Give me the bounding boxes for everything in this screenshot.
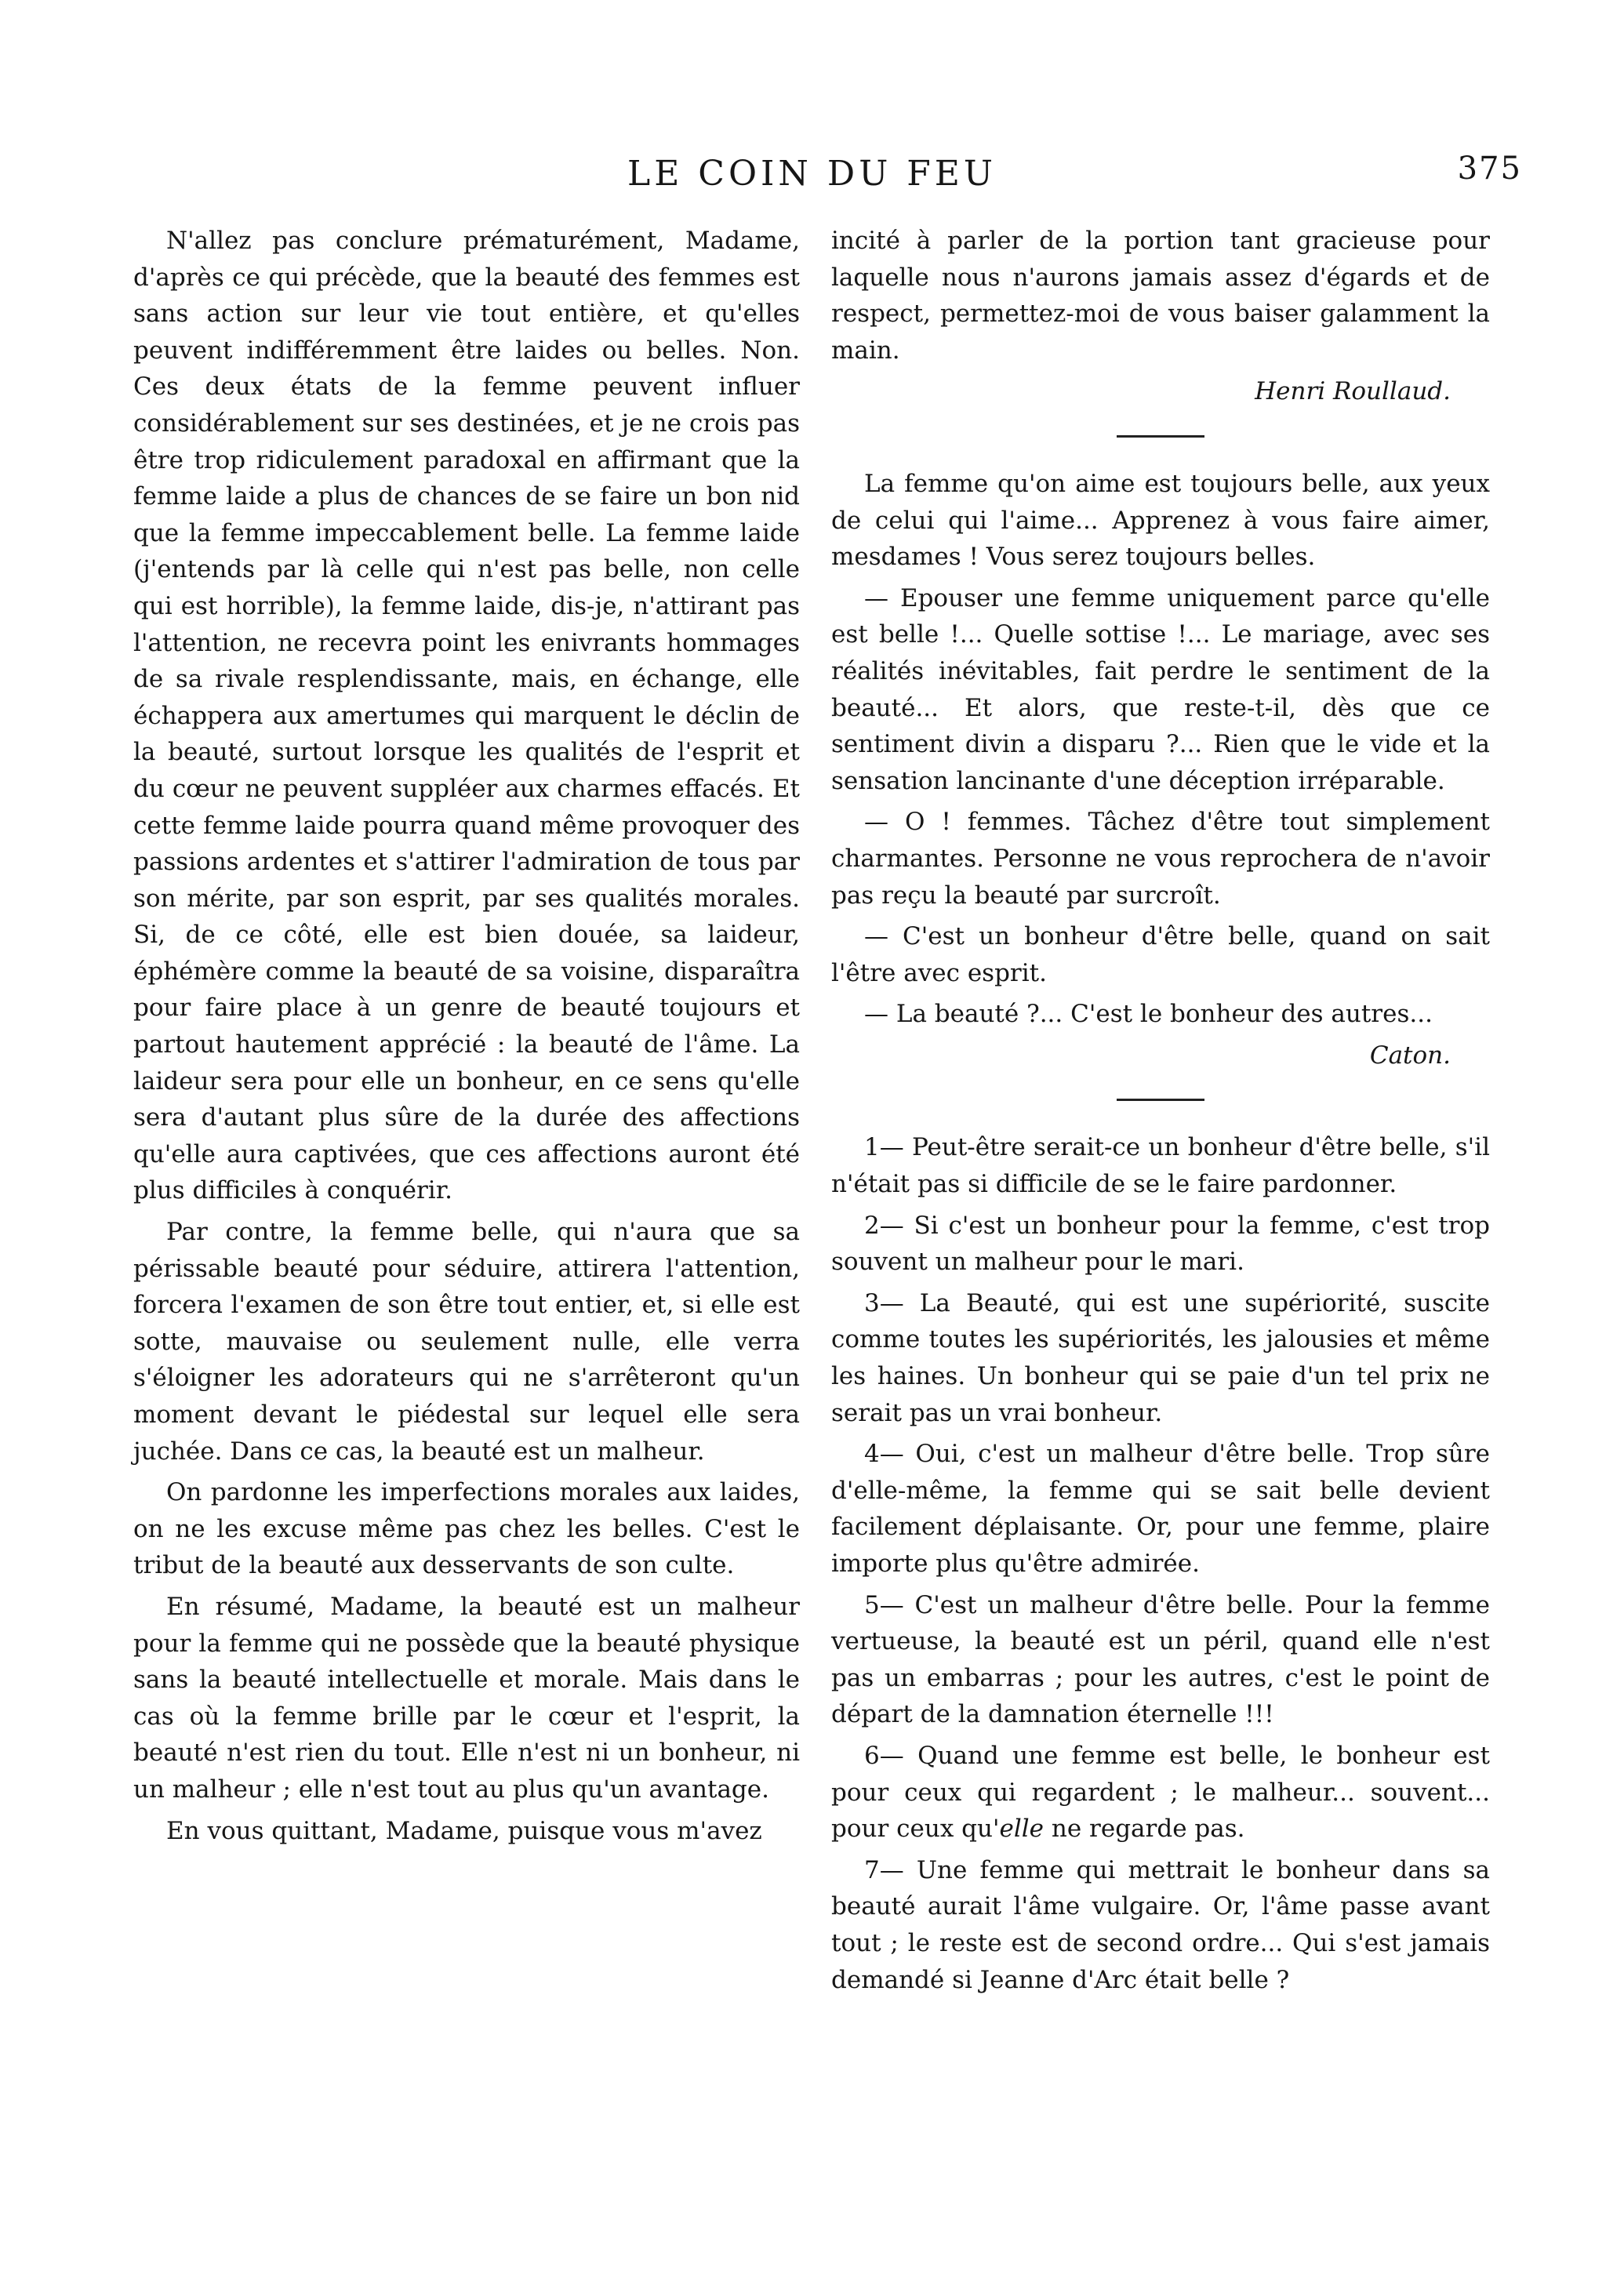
item-text: — Si c'est un bonheur pour la femme, c'est trop souvent un malheur pour le mari. [831, 1211, 1490, 1277]
paragraph: En résumé, Madame, la beauté est un malheur pour la femme qui ne possède que la beauté physique sans la beauté intellectuelle et morale. Mais dans le cas où la femme brille par le cœur et l'esprit, la beauté n'est rien du tout. Elle n'est ni un bonheur, ni un malheur ; elle n'est tout au plus qu'un avantage. [133, 1592, 800, 1804]
item-number: 2 [864, 1211, 880, 1240]
numbered-item [831, 1852, 1490, 1998]
paragraph: — O ! femmes. Tâchez d'être tout simplement charmantes. Personne ne vous reprochera de n'avoir pas reçu la beauté par surcroît. [831, 808, 1490, 910]
left-column [133, 223, 800, 1854]
item-number: 1 [864, 1133, 880, 1162]
numbered-item [831, 1129, 1490, 1202]
paragraph: — La beauté ?... C'est le bonheur des autres... [864, 1000, 1433, 1029]
numbered-item [831, 1738, 1490, 1848]
item-emphasis: elle [999, 1815, 1045, 1844]
section-divider [1117, 435, 1204, 438]
paragraph: En vous quittant, Madame, puisque vous m'avez [166, 1816, 762, 1845]
numbered-item [831, 1436, 1490, 1582]
item-number: 3 [864, 1288, 880, 1317]
item-text: ne regarde pas. [1044, 1815, 1245, 1844]
paragraph: — Epouser une femme uniquement parce qu'elle est belle !... Quelle sottise !... Le mariage, avec ses réalités inévitables, fait perdre le sentiment de la beauté... Et alors, que reste-t-il, dès que ce sentiment divin a disparu ?... Rien que le vide et la sensation lancinante d'une déception irréparable. [831, 583, 1490, 795]
right-column [831, 223, 1490, 2003]
section-divider [1117, 1099, 1204, 1101]
item-text: — Peut-être serait-ce un bonheur d'être belle, s'il n'était pas si difficile de se le faire pardonner. [831, 1133, 1490, 1199]
running-head: LE COIN DU FEU [627, 154, 997, 194]
paragraph: La femme qu'on aime est toujours belle, aux yeux de celui qui l'aime... Apprenez à vous faire aimer, mesdames ! Vous serez toujours belles. [831, 469, 1490, 572]
signature-henri-roullaud: Henri Roullaud. [1255, 377, 1451, 406]
item-text: — Quand une femme est belle, le bonheur est pour ceux qui regardent ; le malheur... souvent... pour ceux qu' [831, 1741, 1490, 1844]
item-number: 4 [864, 1440, 880, 1469]
item-number: 6 [864, 1741, 880, 1770]
paragraph: Par contre, la femme belle, qui n'aura que sa périssable beauté pour séduire, attirera l'attention, forcera l'examen de son être tout entier, et, si elle est sotte, mauvaise ou seulement nulle, elle verra s'éloigner les adorateurs qui ne s'arrêteront qu'un moment devant le piédestal sur lequel elle sera juchée. Dans ce cas, la beauté est un malheur. [133, 1218, 800, 1466]
item-text: — Une femme qui mettrait le bonheur dans sa beauté aurait l'âme vulgaire. Or, l'âme passe avant tout ; le reste est de second ordre... Qui s'est jamais demandé si Jeanne d'Arc était belle ? [831, 1855, 1490, 1994]
numbered-item [831, 1285, 1490, 1431]
paragraph: N'allez pas conclure prématurément, Madame, d'après ce qui précède, que la beauté des femmes est sans action sur leur vie tout entière, et qu'elles peuvent indifféremment être laides ou belles. Non. Ces deux états de la femme peuvent influer considérablement sur ses destinées, et je ne crois pas être trop ridiculement paradoxal en affirmant que la femme laide a plus de chances de se faire un bon nid que la femme impeccablement belle. La femme laide (j'entends par là celle qui n'est pas belle, non celle qui est horrible), la femme laide, dis-je, n'attirant pas l'attention, ne recevra point les enivrants hommages de sa rivale resplendissante, mais, en échange, elle échappera aux amertumes qui marquent le déclin de la beauté, surtout lorsque les qualités de l'esprit et du cœur ne peuvent suppléer aux charmes effacés. Et cette femme laide pourra quand même provoquer des passions ardentes et s'attirer l'admiration de tous par son mérite, par son esprit, par ses qualités morales. Si, de ce côté, elle est bien douée, sa laideur, éphémère comme la beauté de sa voisine, disparaîtra pour faire place à un genre de beauté toujours et partout hautement apprécié : la beauté de l'âme. La laideur sera pour elle un bonheur, en ce sens qu'elle sera d'autant plus sûre de la durée des affections qu'elle aura captivées, que ces affections auront été plus difficiles à conquérir. [133, 227, 800, 1205]
item-text: — La Beauté, qui est une supériorité, suscite comme toutes les supériorités, les jalousies et même les haines. Un bonheur qui se paie d'un tel prix ne serait pas un vrai bonheur. [831, 1288, 1490, 1427]
item-text: — C'est un malheur d'être belle. Pour la femme vertueuse, la beauté est un péril, quand elle n'est pas un embarras ; pour les autres, c'est le point de départ de la damnation éternelle !!! [831, 1590, 1490, 1729]
signature-caton: Caton. [1369, 1041, 1451, 1070]
numbered-item [831, 1208, 1490, 1281]
numbered-item [831, 1587, 1490, 1733]
paragraph: On pardonne les imperfections morales aux laides, on ne les excuse même pas chez les belles. C'est le tribut de la beauté aux desservants de son culte. [133, 1478, 800, 1580]
paragraph-continuation: incité à parler de la portion tant gracieuse pour laquelle nous n'aurons jamais assez d'égards et de respect, permettez-moi de vous baiser galamment la main. [831, 227, 1490, 365]
item-number: 5 [864, 1590, 880, 1619]
paragraph: — C'est un bonheur d'être belle, quand on sait l'être avec esprit. [831, 922, 1490, 987]
item-text: — Oui, c'est un malheur d'être belle. Trop sûre d'elle-même, la femme qui se sait belle devient facilement déplaisante. Or, pour une femme, plaire importe plus qu'être admirée. [831, 1440, 1490, 1578]
item-number: 7 [864, 1855, 880, 1884]
page-number: 375 [1457, 151, 1522, 187]
